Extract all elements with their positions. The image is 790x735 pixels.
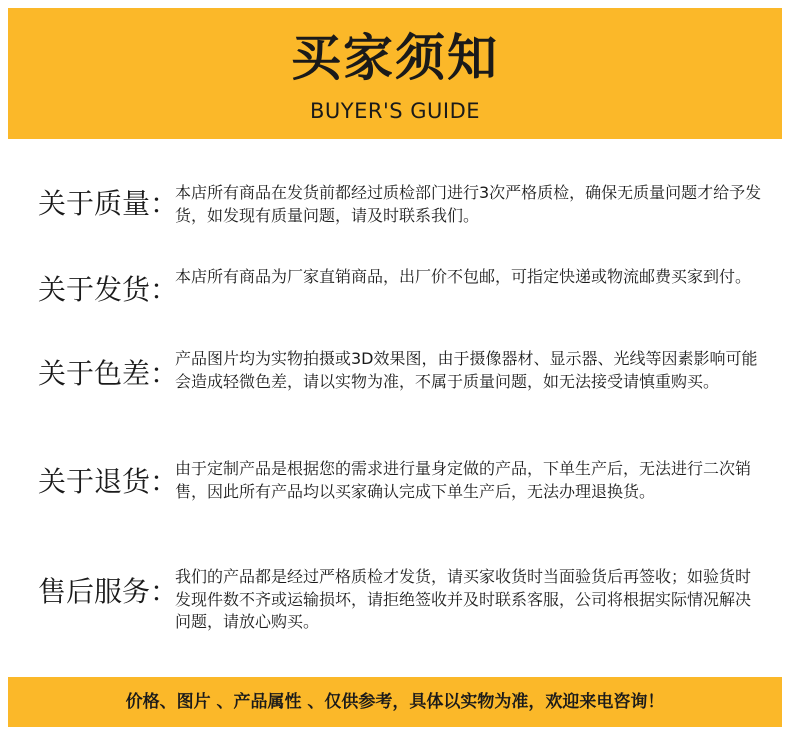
section-label-color-difference: 关于色差： (38, 357, 179, 390)
section-label-after-sales: 售后服务： (38, 575, 179, 608)
page-title: 买家须知 (291, 29, 499, 87)
section-text-shipping: 本店所有商品为厂家直销商品，出厂价不包邮，可指定快递或物流邮费买家到付。 (175, 267, 752, 286)
section-text-after-sales: 我们的产品都是经过严格质检才发货，请买家收货时当面验货后再签收；如验货时发现件数不齐或运输损坏，请拒绝签收并及时联系客服，公司将根据实际情况解决问题，请放心购买。 (175, 567, 752, 631)
section-text-quality: 本店所有商品在发货前都经过质检部门进行3次严格质检，确保无质量问题才给予发货，如发现有质量问题，请及时联系我们。 (175, 183, 762, 225)
page-subtitle: BUYER'S GUIDE (309, 99, 481, 123)
footer-notice: 价格、图片 、产品属性 、仅供参考，具体以实物为准，欢迎来电咨询！ (125, 692, 665, 712)
section-label-returns: 关于退货： (38, 465, 179, 498)
header-banner (8, 8, 782, 139)
section-text-color-difference: 产品图片均为实物拍摄或3D效果图，由于摄像器材、显示器、光线等因素影响可能会造成轻微色差，请以实物为准，不属于质量问题，如无法接受请慎重购买。 (175, 349, 758, 391)
footer-bar (8, 677, 782, 727)
section-text-returns: 由于定制产品是根据您的需求进行量身定做的产品，下单生产后，无法进行二次销售，因此所有产品均以买家确认完成下单生产后，无法办理退换货。 (175, 459, 752, 501)
section-label-quality: 关于质量： (38, 187, 179, 220)
section-label-shipping: 关于发货： (38, 273, 179, 306)
